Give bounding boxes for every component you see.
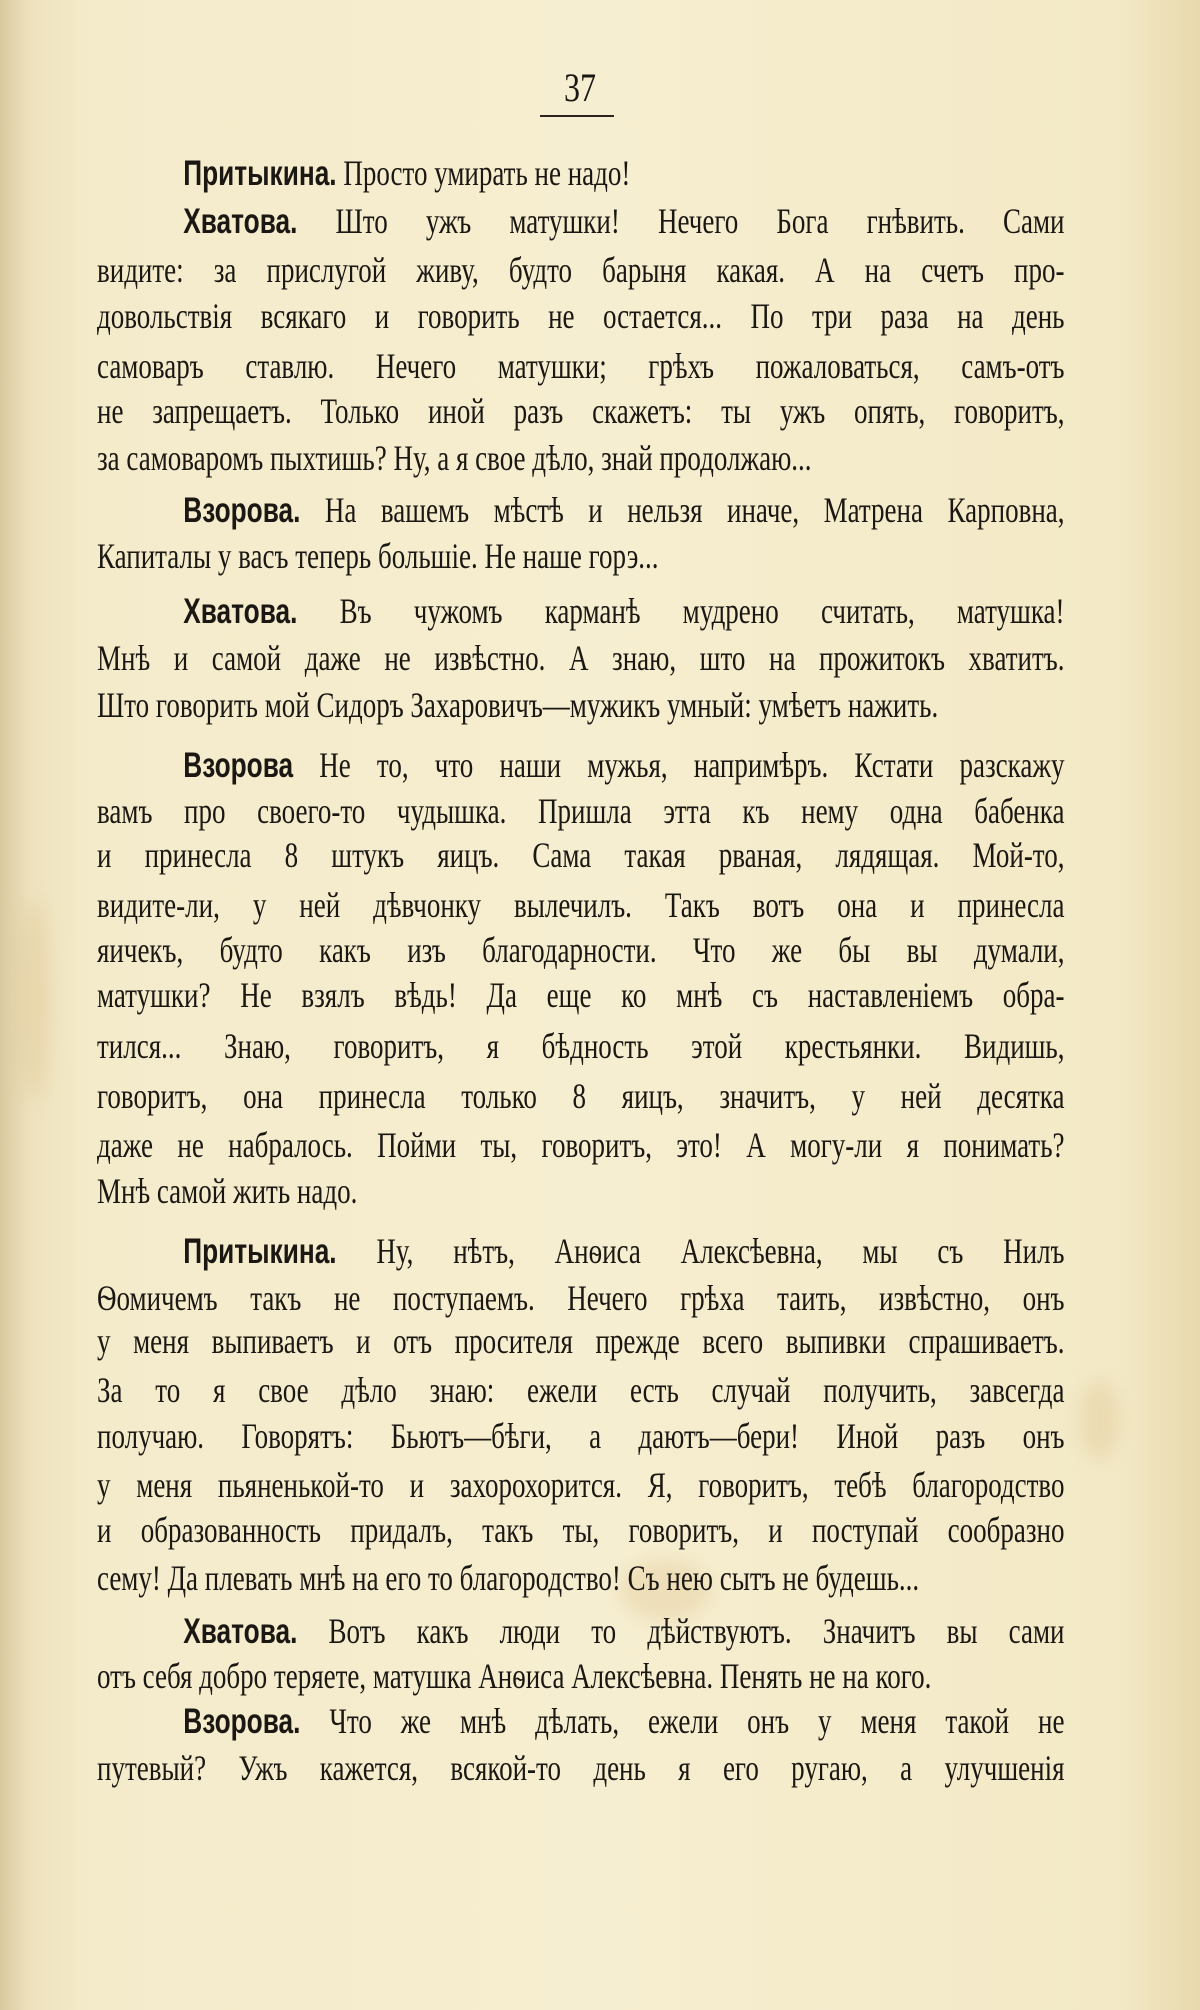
text-line	[97, 248, 1065, 292]
line-text: говоритъ, она принесла только 8 яицъ, значитъ, у ней десятка	[97, 1076, 1065, 1116]
text-line	[97, 294, 1065, 338]
text-line	[97, 1699, 1065, 1744]
line-text: видите: за прислугой живу, будто барыня какая. А на счетъ про-	[97, 250, 1065, 290]
text-line	[97, 683, 1065, 727]
text-line	[97, 1319, 1065, 1363]
line-text: довольствія всякаго и говорить не остается... По три раза на день	[97, 296, 1065, 336]
line-text: Мнѣ самой жить надо.	[97, 1171, 358, 1211]
line-text: Капиталы у васъ теперь большіе. Не наше горэ...	[97, 536, 659, 576]
line-text: тился... Знаю, говоритъ, я бѣдность этой крестьянки. Видишь,	[97, 1026, 1065, 1066]
text-line	[97, 1368, 1065, 1412]
line-text: не запрещаетъ. Только иной разъ скажетъ: ты ужъ опять, говоритъ,	[97, 391, 1065, 431]
line-text: Што ужъ матушки! Нечего Бога гнѣвить. Сами	[335, 201, 1065, 241]
line-text: и принесла 8 штукъ яицъ. Сама такая рваная, лядящая. Мой-то,	[97, 835, 1065, 875]
text-line	[97, 1746, 1065, 1790]
text-line	[97, 1074, 1065, 1118]
line-text: Ѳомичемъ такъ не поступаемъ. Нечего грѣха таить, извѣстно, онъ	[97, 1278, 1065, 1318]
line-text: Въ чужомъ карманѣ мудрено считать, матушка!	[339, 591, 1065, 631]
line-text: за самоваромъ пыхтишь? Ну, а я свое дѣло, знай продолжаю...	[97, 438, 812, 478]
text-line	[97, 636, 1065, 680]
text-line	[97, 534, 1065, 578]
page-number-rule	[540, 115, 614, 117]
text-line	[97, 1169, 1065, 1213]
page-number: 37	[564, 65, 596, 110]
text-line	[97, 973, 1065, 1017]
line-text: вамъ про своего-то чудышка. Пришла этта къ нему одна бабенка	[97, 791, 1065, 831]
line-text: отъ себя добро теряете, матушка Анѳиса Алексѣевна. Пенять не на кого.	[97, 1656, 932, 1696]
text-line	[97, 1229, 1065, 1274]
line-text: матушки? Не взялъ вѣдь! Да еще ко мнѣ съ наставленіемъ обра-	[97, 975, 1065, 1015]
line-text: у меня выпиваетъ и отъ просителя прежде всего выпивки спрашиваетъ.	[97, 1321, 1065, 1361]
text-line	[97, 1556, 1065, 1600]
text-line	[97, 151, 1065, 196]
text-line	[97, 344, 1065, 388]
text-line	[97, 789, 1065, 833]
text-line	[97, 1463, 1065, 1507]
speaker-name: Хватова.	[183, 202, 298, 241]
text-line	[97, 1609, 1065, 1654]
line-text: Вотъ какъ люди то дѣйствуютъ. Значитъ вы сами	[328, 1611, 1065, 1651]
text-line	[97, 1414, 1065, 1458]
line-text: Что же мнѣ дѣлать, ежели онъ у меня такой не	[329, 1701, 1065, 1741]
line-text: Што говорить мой Сидоръ Захаровичъ—мужикъ умный: умѣетъ нажить.	[97, 685, 939, 725]
text-line	[97, 589, 1065, 634]
line-text: и образованность придалъ, такъ ты, говоритъ, и поступай сообразно	[97, 1510, 1065, 1550]
text-line	[97, 488, 1065, 533]
line-text: Мнѣ и самой даже не извѣстно. А знаю, што на прожитокъ хватитъ.	[97, 638, 1065, 678]
text-line	[97, 1508, 1065, 1552]
line-text: видите-ли, у ней дѣвчонку вылечилъ. Такъ вотъ она и принесла	[97, 885, 1065, 925]
line-text: самоваръ ставлю. Нечего матушки; грѣхъ пожаловаться, самъ-отъ	[97, 346, 1065, 386]
text-line	[97, 199, 1065, 244]
text-line	[97, 1123, 1065, 1167]
text-line	[97, 1654, 1065, 1698]
text-line	[97, 833, 1065, 877]
speaker-name: Притыкина.	[183, 1232, 337, 1271]
speaker-name: Взорова.	[183, 1702, 301, 1741]
speaker-name: Хватова.	[183, 592, 298, 631]
line-text: у меня пьяненькой-то и захорохорится. Я, говоритъ, тебѣ благородство	[97, 1465, 1065, 1505]
text-line	[97, 389, 1065, 433]
speaker-name: Притыкина.	[183, 154, 337, 193]
line-text: даже не набралось. Пойми ты, говоритъ, это! А могу-ли я понимать?	[97, 1125, 1065, 1165]
text-line	[97, 1024, 1065, 1068]
line-text: Ну, нѣтъ, Анѳиса Алексѣевна, мы съ Нилъ	[376, 1231, 1065, 1271]
line-text: яичекъ, будто какъ изъ благодарности. Что же бы вы думали,	[97, 930, 1065, 970]
text-line	[97, 743, 1065, 788]
line-text: Просто умирать не надо!	[343, 153, 631, 193]
line-text: сему! Да плевать мнѣ на его то благородство! Съ нею сытъ не будешь...	[97, 1558, 920, 1598]
text-line	[97, 883, 1065, 927]
text-line	[97, 1276, 1065, 1320]
line-text: получаю. Говорятъ: Бьютъ—бѣги, а даютъ—бери! Иной разъ онъ	[97, 1416, 1065, 1456]
text-line	[97, 436, 1065, 480]
line-text: За то я свое дѣло знаю: ежели есть случай получить, завсегда	[97, 1370, 1065, 1410]
line-text: путевый? Ужъ кажется, всякой-то день я его ругаю, а улучшенія	[97, 1748, 1065, 1788]
line-text: На вашемъ мѣстѣ и нельзя иначе, Матрена Карповна,	[324, 490, 1065, 530]
line-text: Не то, что наши мужья, напримѣръ. Кстати разскажу	[319, 745, 1065, 785]
text-line	[97, 928, 1065, 972]
speaker-name: Взорова.	[183, 491, 301, 530]
speaker-name: Взорова	[183, 746, 294, 785]
speaker-name: Хватова.	[183, 1612, 298, 1651]
